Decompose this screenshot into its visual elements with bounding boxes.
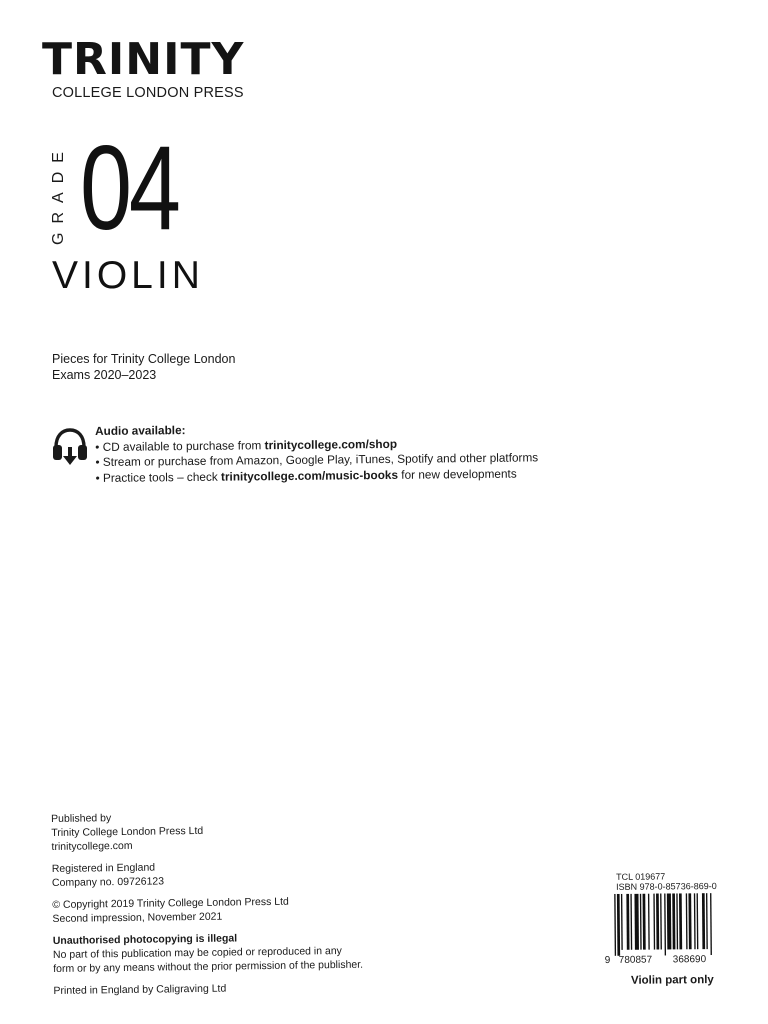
warning-heading: Unauthorised photocopying is illegal bbox=[52, 932, 238, 947]
barcode-block bbox=[604, 871, 733, 987]
isbn-number: ISBN 978-0-85736-869-0 bbox=[616, 881, 717, 892]
catalogue-number: TCL 019677 bbox=[615, 871, 666, 882]
imprint-printer bbox=[53, 980, 363, 998]
grade-label-vertical bbox=[50, 143, 68, 245]
barcode-bar bbox=[679, 893, 682, 949]
barcode-bar bbox=[617, 894, 620, 956]
barcode-image bbox=[604, 893, 729, 956]
barcode-bar bbox=[667, 893, 672, 949]
barcode-bar bbox=[626, 894, 629, 950]
barcode-bar bbox=[664, 893, 666, 955]
warning-line-2: form or by any means without the prior permission of the publisher. bbox=[53, 958, 364, 975]
audio-item-text: • Stream or purchase from Amazon, Google Play, iTunes, Spotify and other platforms bbox=[95, 450, 539, 469]
grade-label: GRADE bbox=[50, 143, 67, 245]
company-number: Company no. 09726123 bbox=[51, 875, 165, 889]
headphones-download-icon bbox=[51, 426, 89, 468]
barcode-bar bbox=[656, 894, 659, 950]
audio-item-suffix: for new developments bbox=[397, 466, 517, 482]
barcode-bar bbox=[702, 893, 705, 949]
publisher-name: Trinity College London Press Ltd bbox=[51, 824, 204, 839]
audio-heading: Audio available: bbox=[95, 423, 186, 438]
part-note: Violin part only bbox=[630, 974, 714, 987]
printer-text: Printed in England by Caligraving Ltd bbox=[53, 982, 227, 997]
barcode-bar bbox=[697, 893, 699, 949]
book-description bbox=[52, 351, 235, 383]
copyright-text: © Copyright 2019 Trinity College London Press Ltd bbox=[52, 895, 289, 911]
description-line-2: Exams 2020–2023 bbox=[52, 368, 157, 382]
audio-item-text: • Practice tools – check bbox=[95, 469, 222, 485]
warning-line-1: No part of this publication may be copied or reproduced in any bbox=[52, 944, 342, 961]
registered-text: Registered in England bbox=[51, 861, 156, 875]
barcode-bar bbox=[710, 893, 712, 955]
published-by-label: Published by bbox=[51, 812, 112, 825]
barcode-bar bbox=[688, 893, 691, 949]
music-books-link: trinitycollege.com/music-books bbox=[220, 467, 399, 484]
barcode-digits bbox=[605, 954, 733, 967]
grade-number: 04 bbox=[80, 121, 178, 255]
barcode-digits-left: 780857 bbox=[618, 954, 653, 966]
description-line-1: Pieces for Trinity College London bbox=[52, 352, 236, 366]
barcode-bar bbox=[686, 893, 688, 949]
impression-text: Second impression, November 2021 bbox=[52, 910, 223, 925]
barcode-bar bbox=[676, 893, 678, 949]
barcode-bar bbox=[640, 894, 642, 950]
barcode-bar bbox=[634, 894, 639, 950]
barcode-bar bbox=[694, 893, 696, 949]
audio-item-text: • CD available to purchase from bbox=[95, 437, 265, 454]
publisher-website: trinitycollege.com bbox=[51, 839, 133, 853]
imprint-copyright bbox=[52, 894, 362, 926]
audio-item-practice bbox=[95, 466, 538, 486]
barcode-digit-lead: 9 bbox=[604, 954, 611, 966]
publisher-logo-subtitle: COLLEGE LONDON PRESS bbox=[52, 85, 244, 101]
barcode-bar bbox=[621, 894, 623, 950]
instrument-title: VIOLIN bbox=[52, 254, 204, 297]
barcode-digits-right: 368690 bbox=[672, 954, 707, 966]
imprint-warning bbox=[53, 930, 363, 976]
barcode-bar bbox=[660, 893, 662, 949]
imprint-block bbox=[51, 808, 364, 1006]
barcode-bar bbox=[706, 893, 708, 949]
barcode-bar bbox=[630, 894, 632, 950]
audio-info bbox=[95, 419, 538, 486]
publisher-logo-wordmark: TRINITY bbox=[42, 34, 245, 85]
barcode-bar bbox=[643, 894, 646, 950]
imprint-registration bbox=[52, 858, 362, 890]
barcode-bar bbox=[653, 894, 655, 950]
barcode-bar bbox=[614, 894, 616, 956]
imprint-publisher bbox=[51, 808, 361, 854]
barcode-bar bbox=[672, 893, 675, 949]
shop-link: trinitycollege.com/shop bbox=[264, 436, 398, 452]
barcode-bar bbox=[648, 894, 650, 950]
